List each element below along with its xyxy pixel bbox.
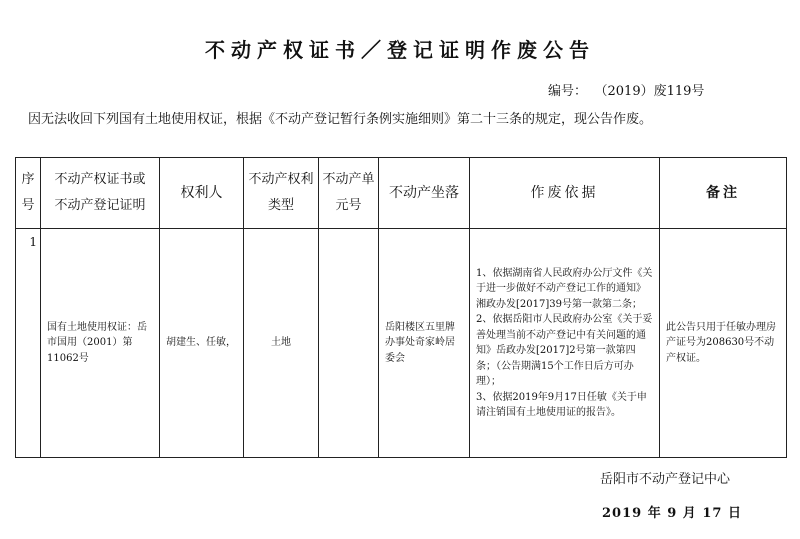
table-header-row bbox=[16, 158, 787, 229]
header-remark: 备注 bbox=[660, 158, 787, 229]
header-seq bbox=[16, 158, 41, 229]
issue-date: 2019 年 9 月 17 日 bbox=[602, 506, 742, 521]
header-location: 不动产坐落 bbox=[379, 158, 470, 229]
header-unit-number-line2: 元号 bbox=[335, 198, 362, 213]
document-number bbox=[548, 80, 704, 99]
table-row bbox=[16, 229, 787, 458]
row-remark: 此公告只用于任敏办理房产证号为208630号不动产权证。 bbox=[660, 229, 787, 458]
document-number-label: 编号： bbox=[548, 84, 588, 99]
header-unit-number-line1: 不动产单 bbox=[322, 172, 375, 187]
document-number-value: （2019）废119号 bbox=[601, 84, 705, 99]
issuer-name: 岳阳市不动产登记中心 bbox=[600, 472, 731, 487]
page-title: 不动产权证书／登记证明作废公告 bbox=[205, 38, 595, 62]
basis-item-2: 2、依据岳阳市人民政府办公室《关于妥善处理当前不动产登记中有关问题的通知》岳政办发[2017]2号第一款第四条；（公告期满15个工作日后方可办理）； bbox=[476, 314, 653, 387]
header-right-type bbox=[244, 158, 319, 229]
row-basis bbox=[470, 229, 660, 458]
announcement-table bbox=[15, 157, 787, 458]
basis-item-3: 3、依据2019年9月17日任敏《关于申请注销国有土地使用证的报告》。 bbox=[476, 391, 647, 418]
header-certificate-line2: 不动产登记证明 bbox=[54, 198, 146, 213]
header-basis: 作废依据 bbox=[470, 158, 660, 229]
header-seq-line2: 号 bbox=[21, 198, 35, 213]
header-right-type-line2: 类型 bbox=[267, 198, 294, 213]
header-certificate bbox=[41, 158, 160, 229]
row-location: 岳阳楼区五里牌办事处奇家岭居委会 bbox=[379, 229, 470, 458]
header-holder: 权利人 bbox=[160, 158, 244, 229]
row-holder: 胡建生、任敏， bbox=[160, 229, 244, 458]
header-right-type-line1: 不动产权利 bbox=[248, 172, 314, 187]
basis-item-1: 1、依据湖南省人民政府办公厅文件《关于进一步做好不动产登记工作的通知》湘政办发[2017]39号第一款第二条； bbox=[476, 267, 653, 310]
header-unit-number bbox=[319, 158, 379, 229]
row-right-type: 土地 bbox=[244, 229, 319, 458]
header-seq-line1: 序 bbox=[21, 172, 35, 187]
header-certificate-line1: 不动产权证书或 bbox=[54, 172, 146, 187]
row-unit-number bbox=[319, 229, 379, 458]
row-seq: 1 bbox=[16, 229, 41, 458]
row-certificate: 国有土地使用权证：岳市国用（2001）第11062号 bbox=[41, 229, 160, 458]
intro-paragraph: 因无法收回下列国有土地使用权证，根据《不动产登记暂行条例实施细则》第二十三条的规定，现公告作废。 bbox=[28, 112, 653, 127]
